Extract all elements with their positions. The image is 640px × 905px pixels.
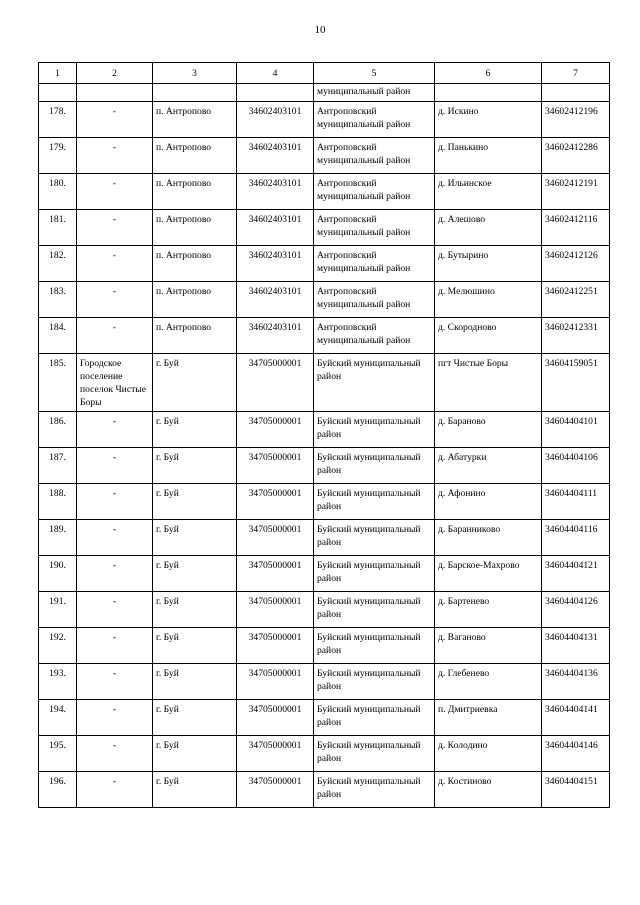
locality-code-cell: 34604404121 [542, 556, 610, 592]
center-cell: п. Антропово [153, 174, 237, 210]
settlement-type-cell: - [77, 700, 153, 736]
locality-cell: д. Ваганово [435, 628, 542, 664]
center-code-cell: 34602403101 [237, 318, 314, 354]
center-cell: п. Антропово [153, 210, 237, 246]
settlement-type-cell: - [77, 210, 153, 246]
center-cell: г. Буй [153, 736, 237, 772]
row-number-cell: 189. [39, 520, 77, 556]
table-row [39, 210, 610, 246]
row-number-cell: 186. [39, 412, 77, 448]
locality-code-cell: 34602412331 [542, 318, 610, 354]
center-cell: п. Антропово [153, 318, 237, 354]
locality-code-cell: 34604159051 [542, 354, 610, 412]
settlement-type-cell: - [77, 520, 153, 556]
center-code-cell: 34705000001 [237, 484, 314, 520]
center-code-cell: 34705000001 [237, 736, 314, 772]
row-number-cell: 196. [39, 772, 77, 808]
locality-code-cell: 34602412116 [542, 210, 610, 246]
center-cell: г. Буй [153, 628, 237, 664]
column-number: 1 [39, 63, 77, 84]
locality-cell: д. Бутырино [435, 246, 542, 282]
district-cell: Буйский муниципальный район [314, 664, 435, 700]
locality-cell: д. Панькино [435, 138, 542, 174]
column-number: 4 [237, 63, 314, 84]
settlement-type-cell: - [77, 484, 153, 520]
row-number-cell: 194. [39, 700, 77, 736]
locality-code-cell: 34602412196 [542, 102, 610, 138]
center-code-cell: 34705000001 [237, 664, 314, 700]
locality-cell: д. Афонино [435, 484, 542, 520]
center-code-cell: 34602403101 [237, 174, 314, 210]
continuation-row [39, 84, 610, 102]
table-row [39, 520, 610, 556]
settlement-type-cell: - [77, 318, 153, 354]
row-number-cell: 193. [39, 664, 77, 700]
settlement-type-cell: - [77, 664, 153, 700]
table-row [39, 412, 610, 448]
district-cell: Антроповский муниципальный район [314, 210, 435, 246]
locality-cell: пгт Чистые Боры [435, 354, 542, 412]
table-cell [237, 84, 314, 102]
locality-cell: п. Дмитриевка [435, 700, 542, 736]
settlement-type-cell: - [77, 736, 153, 772]
table-row [39, 484, 610, 520]
row-number-cell: 185. [39, 354, 77, 412]
district-cell: Буйский муниципальный район [314, 736, 435, 772]
center-cell: г. Буй [153, 354, 237, 412]
center-code-cell: 34705000001 [237, 556, 314, 592]
locality-code-cell: 34604404126 [542, 592, 610, 628]
locality-code-cell: 34604404111 [542, 484, 610, 520]
center-cell: п. Антропово [153, 102, 237, 138]
column-number: 7 [542, 63, 610, 84]
center-cell: г. Буй [153, 592, 237, 628]
column-number: 2 [77, 63, 153, 84]
row-number-cell: 190. [39, 556, 77, 592]
settlement-type-cell: - [77, 246, 153, 282]
center-cell: г. Буй [153, 556, 237, 592]
locality-code-cell: 34604404146 [542, 736, 610, 772]
row-number-cell: 188. [39, 484, 77, 520]
table-row [39, 736, 610, 772]
district-cell: Буйский муниципальный район [314, 700, 435, 736]
column-number-row [39, 63, 610, 84]
district-cell: Антроповский муниципальный район [314, 246, 435, 282]
center-cell: г. Буй [153, 484, 237, 520]
table-cell [153, 84, 237, 102]
center-cell: г. Буй [153, 772, 237, 808]
column-number: 5 [314, 63, 435, 84]
locality-code-cell: 34604404151 [542, 772, 610, 808]
center-cell: г. Буй [153, 664, 237, 700]
center-cell: г. Буй [153, 412, 237, 448]
table-row [39, 282, 610, 318]
center-code-cell: 34705000001 [237, 448, 314, 484]
row-number-cell: 187. [39, 448, 77, 484]
row-number-cell: 179. [39, 138, 77, 174]
center-code-cell: 34705000001 [237, 772, 314, 808]
row-number-cell: 178. [39, 102, 77, 138]
table-cell: муниципальный район [314, 84, 435, 102]
district-cell: Буйский муниципальный район [314, 772, 435, 808]
locality-cell: д. Бартенево [435, 592, 542, 628]
table-row [39, 664, 610, 700]
settlement-type-cell: - [77, 138, 153, 174]
locality-code-cell: 34604404106 [542, 448, 610, 484]
table-row [39, 354, 610, 412]
locality-cell: д. Баранниково [435, 520, 542, 556]
table-row [39, 556, 610, 592]
table-cell [39, 84, 77, 102]
district-cell: Буйский муниципальный район [314, 448, 435, 484]
table-row [39, 138, 610, 174]
locality-code-cell: 34602412191 [542, 174, 610, 210]
locality-cell: д. Алешово [435, 210, 542, 246]
locality-code-cell: 34604404136 [542, 664, 610, 700]
row-number-cell: 183. [39, 282, 77, 318]
row-number-cell: 182. [39, 246, 77, 282]
center-code-cell: 34602403101 [237, 246, 314, 282]
settlement-type-cell: - [77, 628, 153, 664]
table-cell [435, 84, 542, 102]
district-cell: Антроповский муниципальный район [314, 282, 435, 318]
table-cell [542, 84, 610, 102]
center-cell: п. Антропово [153, 246, 237, 282]
settlement-type-cell: - [77, 102, 153, 138]
page-number: 10 [314, 24, 326, 36]
locality-code-cell: 34604404141 [542, 700, 610, 736]
locality-cell: д. Скородново [435, 318, 542, 354]
locality-code-cell: 34604404101 [542, 412, 610, 448]
table-row [39, 174, 610, 210]
locality-code-cell: 34604404131 [542, 628, 610, 664]
table-body [39, 63, 610, 808]
district-cell: Буйский муниципальный район [314, 412, 435, 448]
table-row [39, 318, 610, 354]
locality-code-cell: 34602412126 [542, 246, 610, 282]
district-cell: Антроповский муниципальный район [314, 138, 435, 174]
center-code-cell: 34602403101 [237, 102, 314, 138]
row-number-cell: 191. [39, 592, 77, 628]
table-row [39, 772, 610, 808]
center-code-cell: 34705000001 [237, 412, 314, 448]
locality-code-cell: 34602412286 [542, 138, 610, 174]
district-cell: Буйский муниципальный район [314, 354, 435, 412]
locality-cell: д. Барское-Махрово [435, 556, 542, 592]
settlement-type-cell: - [77, 282, 153, 318]
locality-cell: д. Костиново [435, 772, 542, 808]
locality-code-cell: 34604404116 [542, 520, 610, 556]
table-row [39, 628, 610, 664]
settlement-type-cell: - [77, 174, 153, 210]
settlement-type-cell: - [77, 448, 153, 484]
table-cell [77, 84, 153, 102]
settlement-type-cell: - [77, 412, 153, 448]
center-code-cell: 34602403101 [237, 138, 314, 174]
locality-cell: д. Искино [435, 102, 542, 138]
center-code-cell: 34705000001 [237, 628, 314, 664]
table-row [39, 592, 610, 628]
district-cell: Буйский муниципальный район [314, 520, 435, 556]
row-number-cell: 195. [39, 736, 77, 772]
center-cell: г. Буй [153, 700, 237, 736]
district-cell: Антроповский муниципальный район [314, 174, 435, 210]
row-number-cell: 180. [39, 174, 77, 210]
locality-cell: д. Абатурки [435, 448, 542, 484]
district-cell: Антроповский муниципальный район [314, 318, 435, 354]
locality-cell: д. Ильинское [435, 174, 542, 210]
center-code-cell: 34602403101 [237, 282, 314, 318]
settlement-type-cell: - [77, 772, 153, 808]
locality-code-cell: 34602412251 [542, 282, 610, 318]
locality-cell: д. Колодино [435, 736, 542, 772]
center-code-cell: 34705000001 [237, 354, 314, 412]
locality-cell: д. Глебенево [435, 664, 542, 700]
table-row [39, 700, 610, 736]
center-cell: п. Антропово [153, 138, 237, 174]
settlement-type-cell: - [77, 556, 153, 592]
row-number-cell: 192. [39, 628, 77, 664]
district-cell: Антроповский муниципальный район [314, 102, 435, 138]
district-cell: Буйский муниципальный район [314, 484, 435, 520]
locality-cell: д. Бараново [435, 412, 542, 448]
settlements-table [38, 62, 610, 808]
center-cell: г. Буй [153, 520, 237, 556]
district-cell: Буйский муниципальный район [314, 592, 435, 628]
center-code-cell: 34705000001 [237, 592, 314, 628]
center-cell: г. Буй [153, 448, 237, 484]
row-number-cell: 181. [39, 210, 77, 246]
settlement-type-cell: - [77, 592, 153, 628]
column-number: 6 [435, 63, 542, 84]
center-code-cell: 34602403101 [237, 210, 314, 246]
table-row [39, 102, 610, 138]
table-row [39, 246, 610, 282]
settlement-type-cell: Городское поселение поселок Чистые Боры [77, 354, 153, 412]
table-row [39, 448, 610, 484]
district-cell: Буйский муниципальный район [314, 628, 435, 664]
center-cell: п. Антропово [153, 282, 237, 318]
row-number-cell: 184. [39, 318, 77, 354]
center-code-cell: 34705000001 [237, 700, 314, 736]
district-cell: Буйский муниципальный район [314, 556, 435, 592]
center-code-cell: 34705000001 [237, 520, 314, 556]
column-number: 3 [153, 63, 237, 84]
locality-cell: д. Мелюшино [435, 282, 542, 318]
